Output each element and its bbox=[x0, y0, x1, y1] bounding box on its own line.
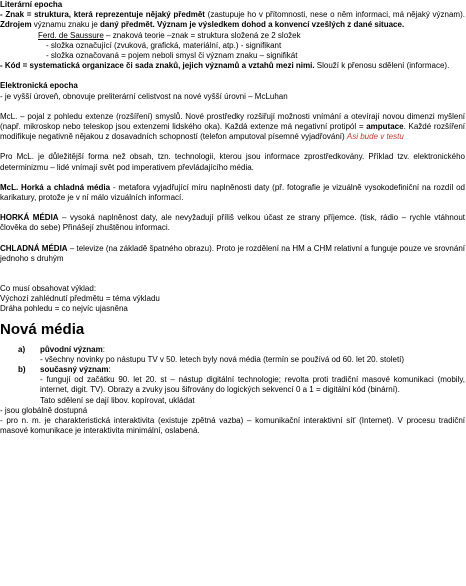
text-puvodni-body: - všechny novinky po nástupu TV v 50. letech byly nová média (termín se používá od 60. let 20. století) bbox=[40, 354, 405, 364]
paragraph-chladna-media bbox=[0, 244, 466, 264]
text-chladna-media-title: CHLADNÁ MÉDIA bbox=[0, 243, 68, 253]
paragraph-horka-media bbox=[0, 213, 466, 233]
paragraph-forma: Pro McL. je důležitější forma než obsah, tzn. technologii, kterou jsou informace zprostředkovány. Příklad tzv. elektronického determinizmu – lidé vnímají svět pod imperativem převládajícího média. bbox=[0, 152, 465, 172]
text-puvodni-vyznam: původní význam bbox=[40, 344, 103, 354]
text-soucasny-vyznam: současný význam bbox=[40, 365, 109, 375]
list-item-puvodni bbox=[0, 345, 466, 365]
list-item-soucasny bbox=[0, 365, 466, 406]
list-label-a: a) bbox=[18, 344, 26, 354]
text-amputace: amputace bbox=[366, 122, 404, 132]
line-mcluhan: - je vyšší úroveň, obnovuje preliterární celistvost na nové vyšší úrovni – McLuhan bbox=[0, 91, 288, 101]
text-saussure-name: Ferd. de Saussure bbox=[38, 30, 104, 40]
line-globalni: - jsou globálně dostupná bbox=[0, 405, 88, 415]
spacer bbox=[0, 234, 466, 244]
text-znak-definition: - Znak = struktura, která reprezentuje nějaký předmět bbox=[0, 10, 205, 20]
line-saussure bbox=[0, 31, 466, 41]
spacer bbox=[0, 274, 466, 284]
text-rozsireni: . Každé rozšíření modifikuje negativně nějakou z dosavadních schopností (telefon amputoval písemné vyjadřování) bbox=[0, 122, 465, 142]
text-kod-slouzi: Slouží k přenosu bbox=[314, 61, 377, 71]
text-chladna-media-body: – televize (na základě špatného obrazu). Proto je rozdělení na HM a CHM relativní a funguje pouze ve srovnání jednoho s druhým bbox=[0, 243, 465, 263]
list-title-soucasny bbox=[32, 365, 466, 375]
text-kod-sdeleni: sdělení (informace). bbox=[376, 61, 450, 71]
heading-elektronicka-epocha: Elektronická epocha bbox=[0, 81, 78, 91]
spacer bbox=[0, 71, 466, 81]
line-vyklad-1: Co musí obsahovat výklad: bbox=[0, 284, 97, 294]
text-horka-chladna-title: McL. Horká a chladná média bbox=[0, 182, 111, 192]
list-label-b: b) bbox=[18, 365, 26, 375]
heading-literarni-epocha: Literární epocha bbox=[0, 0, 63, 9]
paragraph-kod bbox=[0, 61, 466, 71]
text-extenze: McL. – pojal z pohledu extenze (rozšíření) smyslů. Nové prostředky rozšiřují možnosti vnímání a otevírají novou dimenzi myšlení (např. mikroskop nebo teleskop jsou extenzemi lidského oka). Každá extenze má negativní protipól = bbox=[0, 111, 465, 132]
text-horka-media-title: HORKÁ MÉDIA bbox=[0, 213, 59, 223]
spacer bbox=[0, 173, 466, 183]
spacer bbox=[0, 203, 466, 213]
line-signifikant: - složka označující (zvuková, grafická, materiální, atp.) - signifikant bbox=[46, 40, 282, 50]
spacer bbox=[0, 142, 466, 152]
text-znak-explain: (zastupuje ho v přítomnosti, nese o něm informaci, má nějaký význam). bbox=[204, 10, 465, 20]
text-zdrojem: Zdrojem bbox=[0, 20, 32, 30]
text-kod-definition: - Kód = systematická organizace či sada znaků, jejich významů a vztahů mezi nimi. bbox=[0, 61, 315, 71]
line-vyklad-2: Výchozí zahlédnutí předmětu = téma výkladu bbox=[0, 294, 160, 304]
paragraph-horka-chladna bbox=[0, 183, 466, 203]
paragraph-interaktivita: - pro n. m. je charakteristická interaktivita (existuje zpětná vazba) – komunikační interaktivní síť (Internet). V procesu tradiční masové komunikace je interaktivita minimální, oslabená. bbox=[0, 416, 465, 436]
note-asi-bude-v-testu: Asi bude v testu bbox=[346, 132, 404, 142]
text-vyznamu: významu znaku je bbox=[31, 20, 101, 30]
spacer bbox=[0, 264, 466, 274]
spacer bbox=[0, 102, 466, 112]
paragraph-znak bbox=[0, 10, 466, 30]
heading-nova-media: Nová média bbox=[0, 320, 85, 338]
list-title-puvodni bbox=[32, 345, 466, 355]
text-horka-media-body: – vysoká naplněnost daty, ale nevyžadují příliš velkou účast ze strany příjemce. (tisk, rádio – rychle vtáhnout člověka do sebe) Přinášejí zhuštěnou informaci. bbox=[0, 213, 465, 233]
text-colon: : bbox=[108, 365, 111, 375]
text-dany-predmet: daný předmět. Význam je výsledkem dohod a konvencí vzešlých z dané situace. bbox=[100, 20, 405, 30]
text-horka-chladna-body: - metafora vyjadřující míru naplněnosti daty (př. fotografie je vizuálně vysokodefiniční na rozdíl od karikatury, protože je v ní málo vizuálních informací. bbox=[0, 182, 465, 203]
paragraph-extenze bbox=[0, 112, 466, 143]
text-saussure-rest: – znaková teorie –znak = struktura složená ze 2 složek bbox=[103, 30, 301, 40]
text-soucasny-kopirovat: Tato sdělení se dají libov. kopírovat, ukládat bbox=[40, 395, 195, 405]
line-signifikat: - složka označovaná = pojem neboli smysl či význam znaku – signifikát bbox=[46, 51, 298, 61]
text-soucasny-body: - fungují od začátku 90. let 20. st – nástup digitální technologie; revolta proti tradiční masové komunikaci (mobily, internet, digit. TV). Obrazy a zvuky jsou šifrovány do logických sekvencí 0 a 1 = digitální kód (binární). bbox=[40, 375, 465, 395]
text-colon: : bbox=[102, 344, 105, 354]
line-vyklad-3: Dráha pohledu = co nejvíc ujasněna bbox=[0, 304, 128, 314]
